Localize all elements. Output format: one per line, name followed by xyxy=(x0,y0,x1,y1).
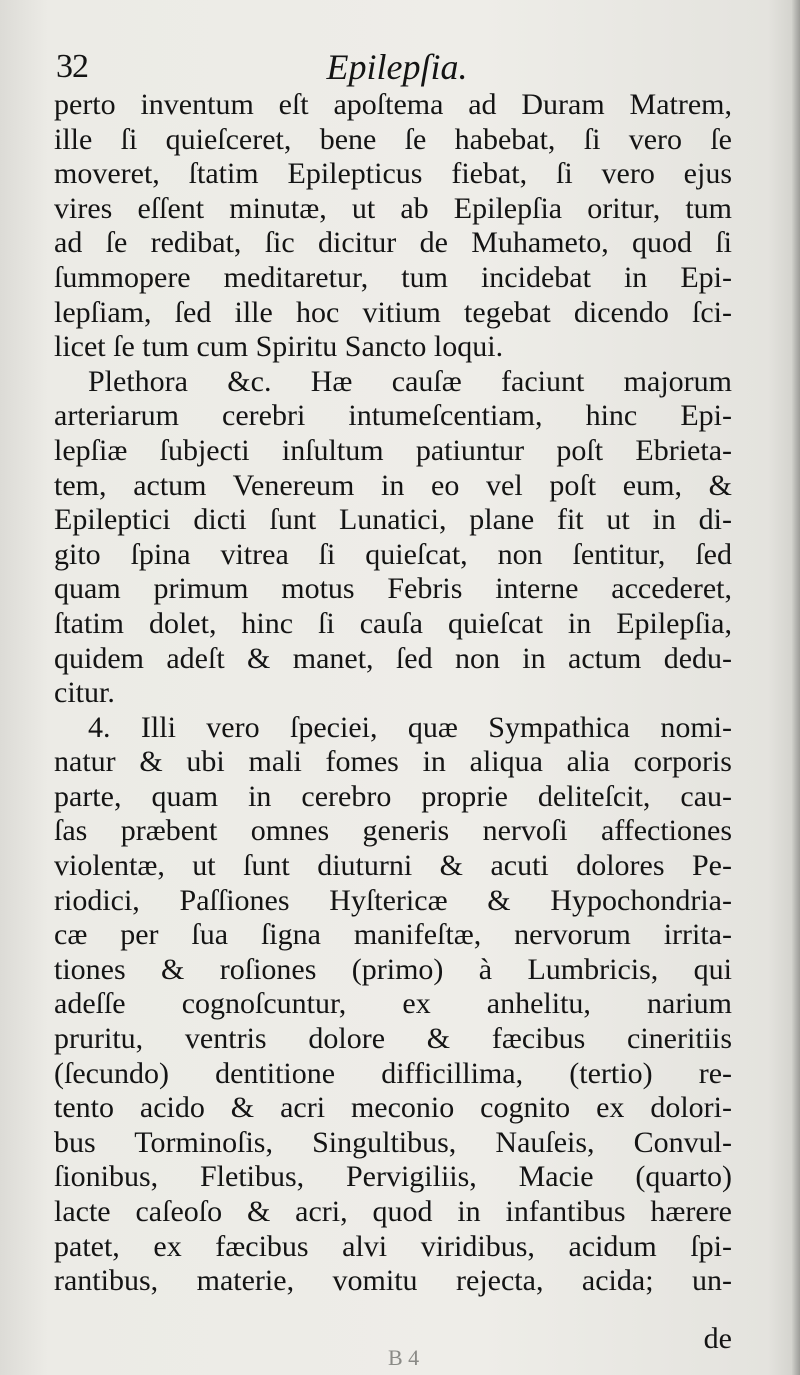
running-title: Epilepſia. xyxy=(326,47,468,87)
text-line: gito ſpina vitrea ſi quieſcat, non ſentitur, ſed xyxy=(54,537,732,571)
text-line: perto inventum eſt apoſtema ad Duram Matrem, xyxy=(54,88,732,121)
page-number: 32 xyxy=(56,48,88,85)
text-line: tiones & roſiones (primo) à Lumbricis, qui xyxy=(54,952,732,986)
text-line: parte, quam in cerebro proprie deliteſcit, cau- xyxy=(54,779,732,813)
text-line: lepſiæ ſubjecti inſultum patiuntur poſt Ebrieta- xyxy=(54,433,732,467)
text-line: lacte caſeoſo & acri, quod in infantibus hærere xyxy=(54,1195,732,1228)
text-line: (ſecundo) dentitione difficillima, (tertio) re- xyxy=(54,1056,732,1090)
page-header xyxy=(52,44,742,88)
text-line: ſummopere meditaretur, tum incidebat in Epi- xyxy=(54,260,732,294)
text-line: moveret, ſtatim Epilepticus fiebat, ſi vero ejus xyxy=(54,157,732,191)
text-line: Plethora &c. Hæ cauſæ faciunt majorum xyxy=(88,364,732,398)
text-line: pruritu, ventris dolore & fæcibus cineritiis xyxy=(54,1022,732,1056)
text-line: vires eſſent minutæ, ut ab Epilepſia oritur, tum xyxy=(54,191,732,225)
text-line: ille ſi quieſceret, bene ſe habebat, ſi vero ſe xyxy=(54,122,732,156)
text-block xyxy=(54,88,732,1299)
text-line: arteriarum cerebri intumeſcentiam, hinc Epi- xyxy=(54,399,732,433)
text-line: ſtatim dolet, hinc ſi cauſa quieſcat in Epilepſia, xyxy=(54,606,732,640)
text-line: patet, ex fæcibus alvi viridibus, acidum ſpi- xyxy=(54,1229,732,1263)
text-line: quam primum motus Febris interne accederet, xyxy=(54,572,732,606)
text-line: violentæ, ut ſunt diuturni & acuti dolores Pe- xyxy=(54,849,732,883)
text-line: natur & ubi mali fomes in aliqua alia corporis xyxy=(54,745,732,779)
text-line: cæ per ſua ſigna manifeſtæ, nervorum irrita- xyxy=(54,918,732,952)
text-line: quidem adeſt & manet, ſed non in actum dedu- xyxy=(54,641,732,675)
text-line: rantibus, materie, vomitu rejecta, acida; un- xyxy=(54,1264,732,1298)
text-line: tento acido & acri meconio cognito ex dolori- xyxy=(54,1091,732,1125)
catchword: de xyxy=(703,1322,732,1355)
signature-mark: B 4 xyxy=(388,1345,420,1370)
text-line: ſionibus, Fletibus, Pervigiliis, Macie (quarto) xyxy=(54,1160,732,1194)
text-line: bus Torminoſis, Singultibus, Nauſeis, Convul- xyxy=(54,1125,732,1159)
text-line: ad ſe redibat, ſic dicitur de Muhameto, quod ſi xyxy=(54,226,732,260)
text-line: adeſſe cognoſcuntur, ex anhelitu, narium xyxy=(54,987,732,1021)
text-line: tem, actum Venereum in eo vel poſt eum, & xyxy=(54,468,732,502)
text-line: 4. Illi vero ſpeciei, quæ Sympathica nomi- xyxy=(88,710,732,744)
text-line: riodici, Paſſiones Hyſtericæ & Hypochondria- xyxy=(54,883,732,917)
text-line: Epileptici dicti ſunt Lunatici, plane fit ut in di- xyxy=(54,503,732,537)
page-edge-shadow xyxy=(792,0,800,1375)
text-line: licet ſe tum cum Spiritu Sancto loqui. xyxy=(54,330,504,364)
text-line: lepſiam, ſed ille hoc vitium tegebat dicendo ſci- xyxy=(54,295,732,329)
text-line: ſas præbent omnes generis nervoſi affectiones xyxy=(54,814,732,848)
text-line: citur. xyxy=(54,676,115,710)
